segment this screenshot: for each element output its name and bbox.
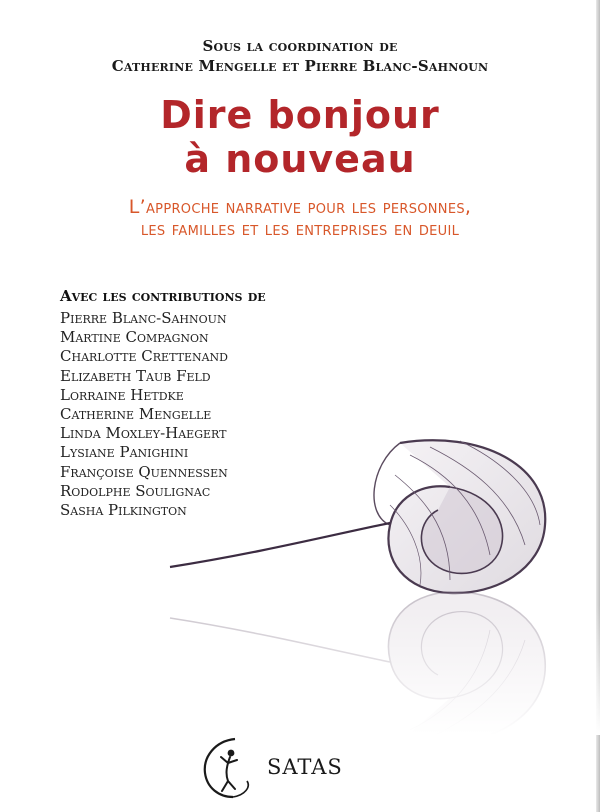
contributor-name: Sasha Pilkington: [60, 501, 187, 520]
contributor-name: Pierre Blanc-Sahnoun: [60, 309, 227, 327]
leaf-shape: [170, 440, 545, 593]
contributor-name: Françoise Quennessen: [60, 462, 228, 481]
skeleton-leaf-illustration: [150, 405, 600, 735]
contributor-name: Elizabeth Taub Feld: [60, 366, 211, 385]
coordinators-names: Catherine Mengelle et Pierre Blanc-Sahnoun: [111, 57, 489, 75]
contributor-name: Catherine Mengelle: [60, 405, 212, 424]
publisher-block: [195, 733, 385, 803]
contributor-name: Charlotte Crettenand: [60, 347, 229, 366]
coordination-label: Sous la coordination de: [202, 37, 398, 55]
book-title-line-1: Dire bonjour: [160, 93, 440, 137]
contributor-name: Lysiane Panighini: [60, 443, 189, 462]
contributor-name: Rodolphe Soulignac: [60, 481, 211, 500]
book-subtitle-line-1: L’approche narrative pour les personnes,: [128, 196, 472, 218]
dancer-swirl-icon: [195, 733, 257, 803]
contributions-heading: Avec les contributions de: [60, 287, 266, 305]
book-subtitle-line-2: les familles et les entreprises en deuil: [140, 218, 460, 240]
publisher-name: SATAS: [267, 755, 343, 779]
contributor-name: Linda Moxley-Haegert: [60, 424, 227, 443]
contributor-name: Martine Compagnon: [60, 328, 209, 347]
book-title-line-2: à nouveau: [184, 137, 416, 181]
contributor-name: Lorraine Hetdke: [60, 385, 184, 404]
